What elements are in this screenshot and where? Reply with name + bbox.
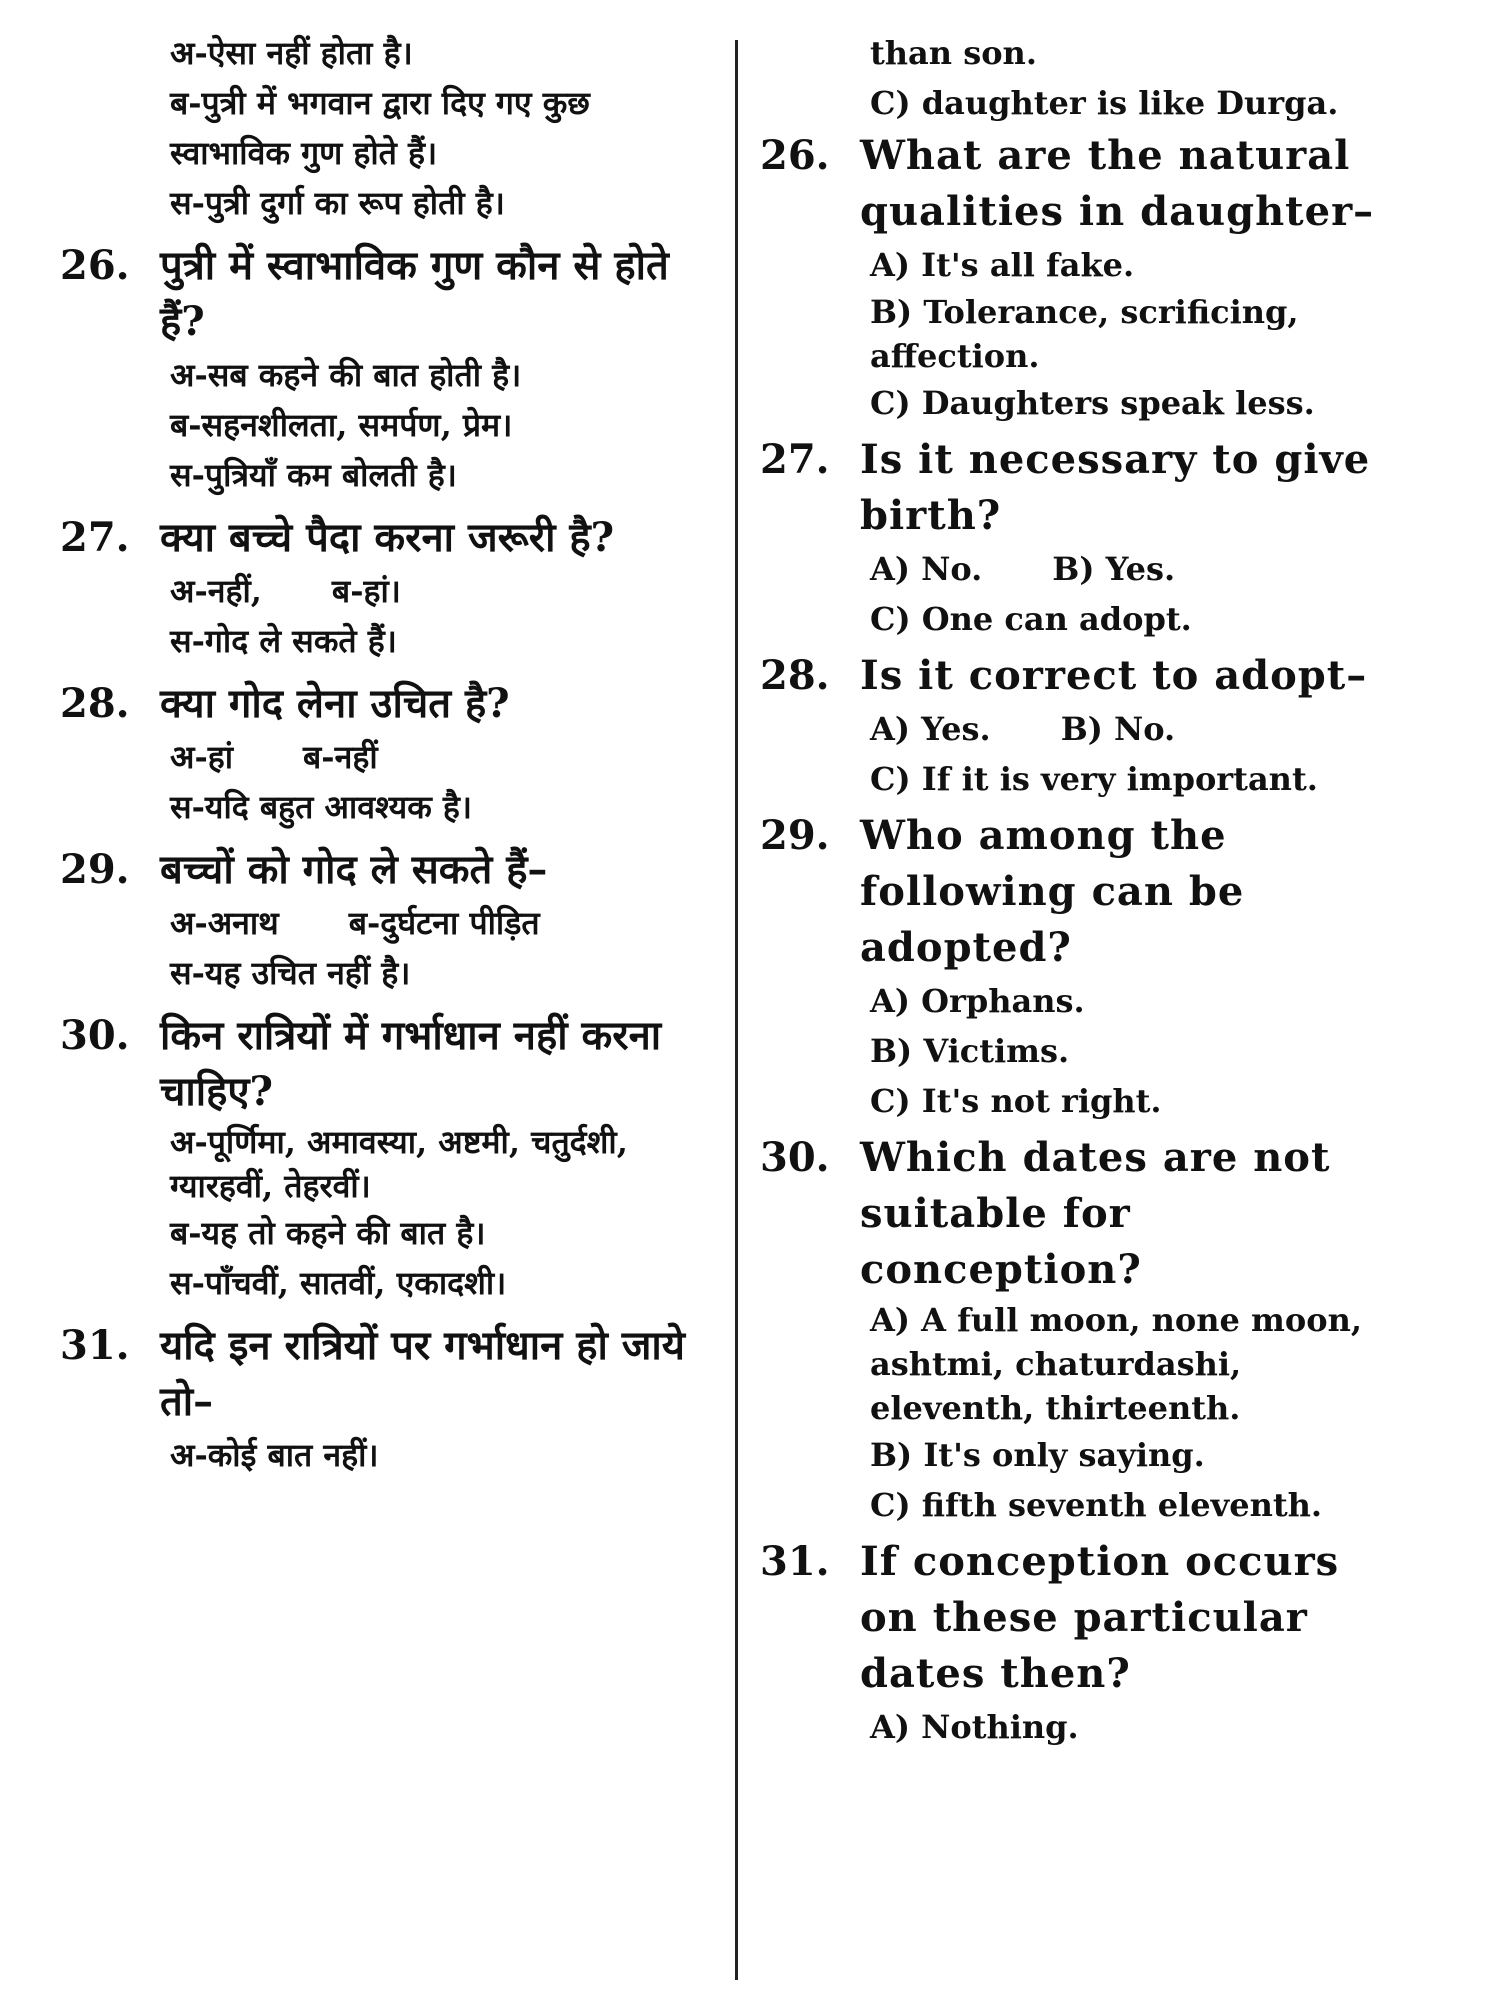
option: ब-हां। — [331, 572, 401, 610]
continued-option: ब-पुत्री में भगवान द्वारा दिए गए कुछ स्वाभाविक गुण होते हैं। — [170, 84, 590, 172]
question-number: 31. — [760, 1538, 830, 1585]
option: A) A full moon, none moon, ashtmi, chaturdashi, eleventh, thirteenth. — [870, 1301, 1362, 1427]
option-row — [870, 704, 1410, 754]
question-text: Which dates are not suitable for conception? — [860, 1134, 1331, 1293]
question-block — [60, 1008, 710, 1308]
option: B) It's only saying. — [870, 1436, 1205, 1474]
option: अ-अनाथ — [170, 904, 279, 942]
option: अ-नहीं, — [170, 572, 262, 610]
question-block — [60, 238, 710, 500]
option: C) Daughters speak less. — [870, 384, 1315, 422]
column-divider — [735, 40, 738, 1980]
question-block — [760, 128, 1410, 428]
question-text: Is it correct to adopt– — [860, 652, 1368, 699]
question-number: 26. — [760, 132, 830, 179]
question-number: 29. — [60, 846, 130, 893]
continued-option: than son. — [870, 34, 1037, 72]
option-row — [170, 898, 710, 948]
option: स-पुत्रियाँ कम बोलती है। — [170, 456, 457, 494]
question-block — [760, 648, 1410, 804]
question-block — [760, 808, 1410, 1126]
question-number: 28. — [60, 680, 130, 727]
option-row — [170, 566, 710, 616]
option: स-यह उचित नहीं है। — [170, 954, 411, 992]
question-number: 30. — [60, 1012, 130, 1059]
question-block — [60, 1318, 710, 1480]
option: B) No. — [1060, 710, 1176, 748]
option: ब-यह तो कहने की बात है। — [170, 1214, 486, 1252]
question-block — [760, 1534, 1410, 1752]
question-text: Is it necessary to give birth? — [860, 436, 1371, 539]
option: स-गोद ले सकते हैं। — [170, 622, 397, 660]
option: ब-नहीं — [303, 738, 378, 776]
option: C) fifth seventh eleventh. — [870, 1486, 1323, 1524]
question-number: 29. — [760, 812, 830, 859]
question-number: 31. — [60, 1322, 130, 1369]
option: C) One can adopt. — [870, 600, 1192, 638]
question-number: 30. — [760, 1134, 830, 1181]
question-text: क्या बच्चे पैदा करना जरूरी है? — [160, 514, 615, 561]
option: अ-सब कहने की बात होती है। — [170, 356, 522, 394]
option: B) Victims. — [870, 1032, 1070, 1070]
question-number: 28. — [760, 652, 830, 699]
question-block — [760, 432, 1410, 644]
question-block — [760, 1130, 1410, 1530]
question-text: If conception occurs on these particular dates then? — [860, 1538, 1340, 1697]
hindi-column — [60, 28, 710, 1980]
option: अ-हां — [170, 738, 234, 776]
option: स-पाँचवीं, सातवीं, एकादशी। — [170, 1264, 507, 1302]
option: A) It's all fake. — [870, 246, 1135, 284]
option: A) Orphans. — [870, 982, 1085, 1020]
question-block — [60, 842, 710, 998]
english-column — [760, 28, 1410, 1980]
option: A) Nothing. — [870, 1708, 1079, 1746]
question-number: 27. — [760, 436, 830, 483]
question-text: किन रात्रियों में गर्भाधान नहीं करना चाहिए? — [160, 1012, 662, 1115]
continued-option: स-पुत्री दुर्गा का रूप होती है। — [170, 184, 505, 222]
question-text: बच्चों को गोद ले सकते हैं– — [160, 846, 548, 893]
option: A) Yes. — [870, 710, 991, 748]
option: ब-सहनशीलता, समर्पण, प्रेम। — [170, 406, 513, 444]
question-text: What are the natural qualities in daughter– — [860, 132, 1375, 235]
question-text: यदि इन रात्रियों पर गर्भाधान हो जाये तो– — [160, 1322, 685, 1425]
question-block — [60, 510, 710, 666]
question-number: 27. — [60, 514, 130, 561]
option: स-यदि बहुत आवश्यक है। — [170, 788, 473, 826]
option: B) Tolerance, scrificing, affection. — [870, 293, 1299, 375]
question-text: पुत्री में स्वाभाविक गुण कौन से होते हैं? — [160, 242, 669, 345]
option: C) It's not right. — [870, 1082, 1162, 1120]
option-row — [170, 732, 710, 782]
question-text: Who among the following can be adopted? — [860, 812, 1245, 971]
option: B) Yes. — [1052, 550, 1176, 588]
question-text: क्या गोद लेना उचित है? — [160, 680, 510, 727]
option: अ-पूर्णिमा, अमावस्या, अष्टमी, चतुर्दशी, ग्यारहवीं, तेहरवीं। — [170, 1123, 628, 1205]
option-row — [870, 544, 1410, 594]
question-number: 26. — [60, 242, 130, 289]
continued-option: अ-ऐसा नहीं होता है। — [170, 34, 413, 72]
option: C) If it is very important. — [870, 760, 1318, 798]
question-block — [60, 676, 710, 832]
continued-option: C) daughter is like Durga. — [870, 84, 1339, 122]
option: A) No. — [870, 550, 983, 588]
option: अ-कोई बात नहीं। — [170, 1436, 379, 1474]
option: ब-दुर्घटना पीड़ित — [348, 904, 540, 942]
